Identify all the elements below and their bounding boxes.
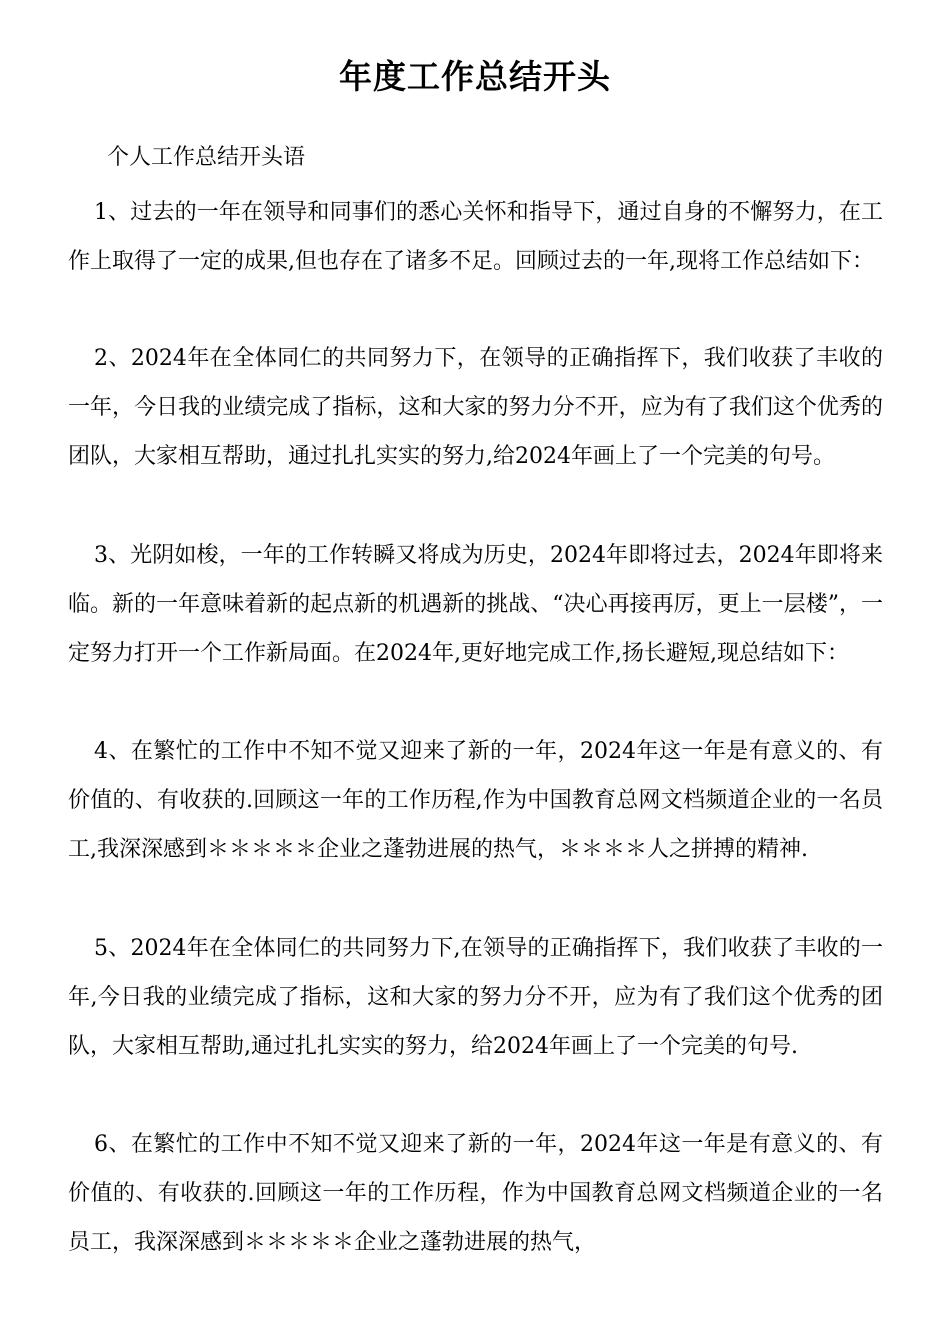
paragraph-2: 2、2024年在全体同仁的共同努力下，在领导的正确指挥下，我们收获了丰收的一年，今日我的业绩完成了指标，这和大家的努力分不开，应为有了我们这个优秀的团队，大家相互帮助，通过扎扎实实的努力,给2024年画上了一个完美的句号。 <box>68 346 883 469</box>
paragraph-1: 1、过去的一年在领导和同事们的悉心关怀和指导下，通过自身的不懈努力，在工作上取得了一定的成果,但也存在了诸多不足。回顾过去的一年,现将工作总结如下： <box>68 200 883 274</box>
document-title: 年度工作总结开头 <box>339 57 611 96</box>
paragraph-4: 4、在繁忙的工作中不知不觉又迎来了新的一年，2024年这一年是有意义的、有价值的、有收获的.回顾这一年的工作历程,作为中国教育总网文档频道企业的一名员工,我深深感到＊＊＊＊＊企业之蓬勃进展的热气，＊＊＊＊人之拼搏的精神. <box>68 739 883 862</box>
paragraph-6: 6、在繁忙的工作中不知不觉又迎来了新的一年，2024年这一年是有意义的、有价值的、有收获的.回顾这一年的工作历程，作为中国教育总网文档频道企业的一名员工，我深深感到＊＊＊＊＊企业之蓬勃进展的热气， <box>68 1132 883 1255</box>
paragraph-3: 3、光阴如梭，一年的工作转瞬又将成为历史，2024年即将过去，2024年即将来临。新的一年意味着新的起点新的机遇新的挑战、“决心再接再厉，更上一层楼”，一定努力打开一个工作新局面。在2024年,更好地完成工作,扬长避短,现总结如下： <box>68 543 883 666</box>
document-subtitle: 个人工作总结开头语 <box>107 145 306 170</box>
paragraph-5: 5、2024年在全体同仁的共同努力下,在领导的正确指挥下，我们收获了丰收的一年,今日我的业绩完成了指标，这和大家的努力分不开，应为有了我们这个优秀的团队，大家相互帮助,通过扎扎实实的努力，给2024年画上了一个完美的句号. <box>68 936 883 1059</box>
